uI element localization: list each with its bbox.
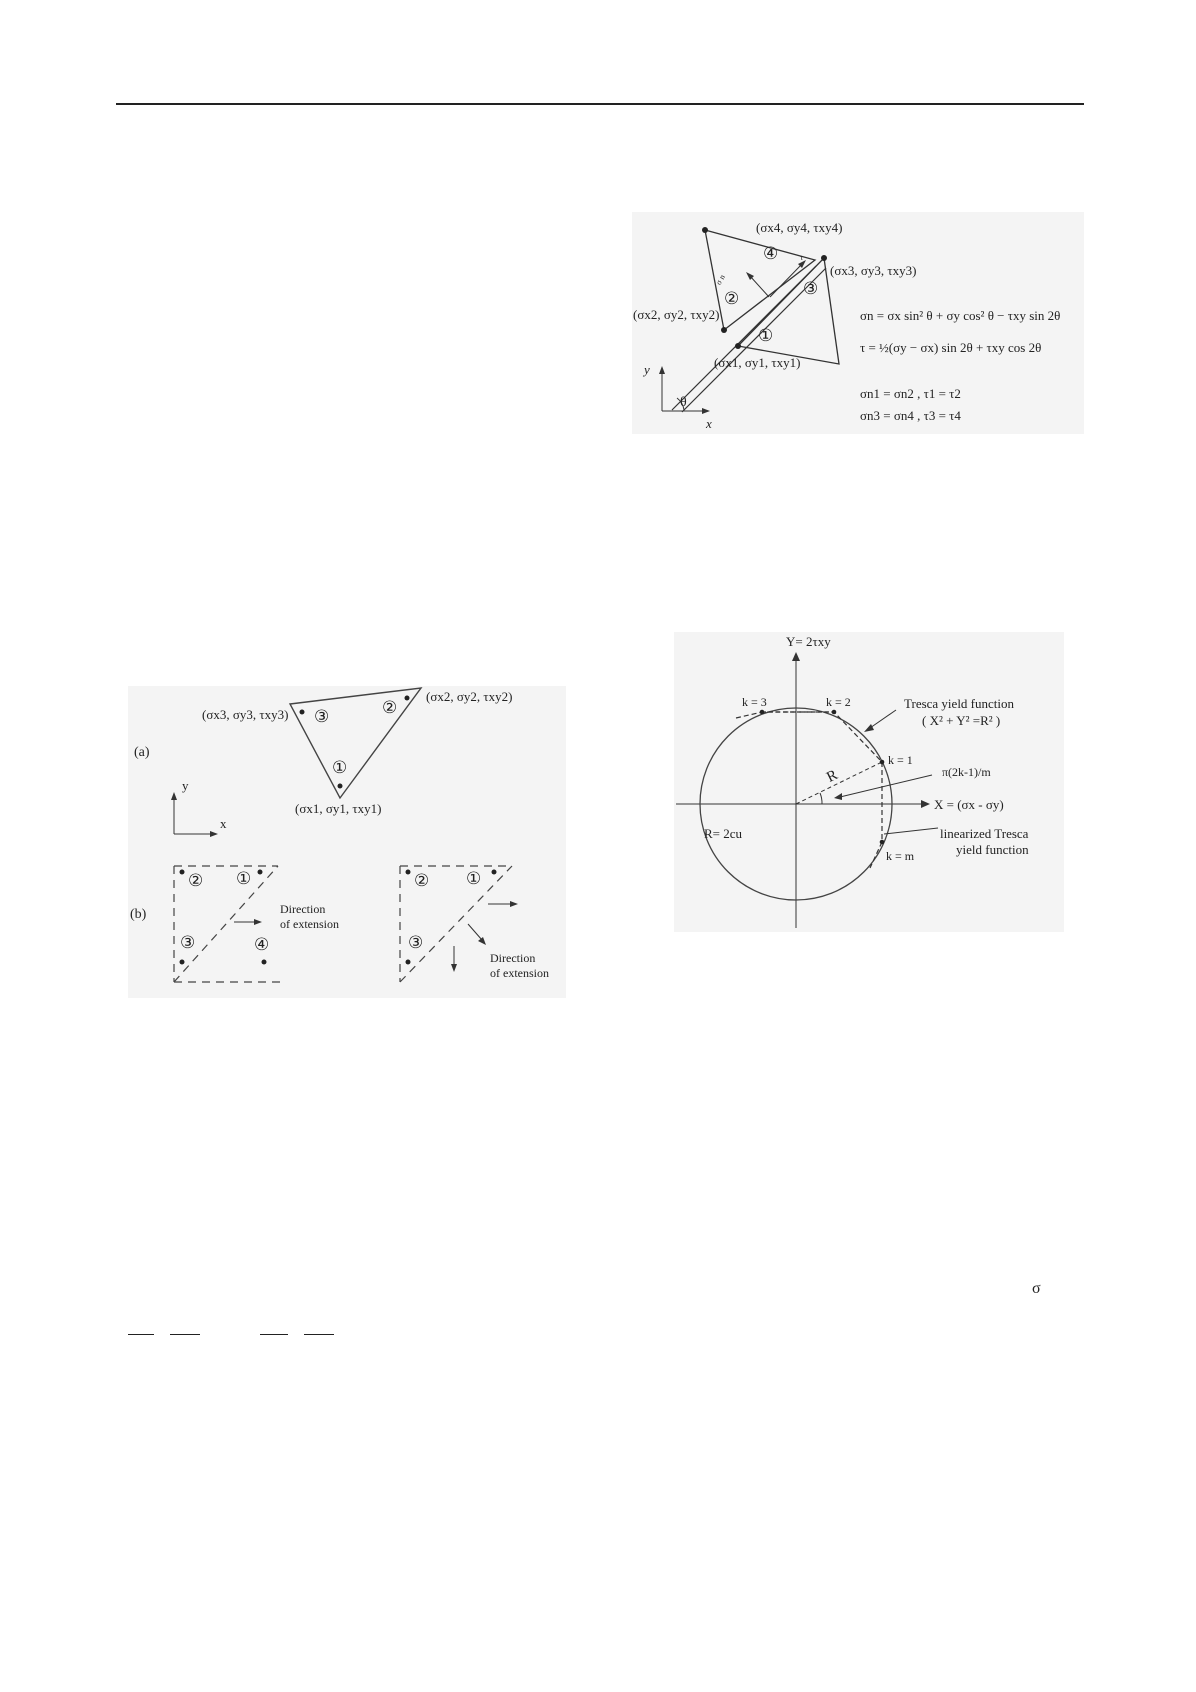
tresca-x-axis: X = (σx - σy) <box>934 797 1004 812</box>
equation-continuity-1: σn1 = σn2 , τ1 = τ2 <box>860 386 961 401</box>
theta-label: θ <box>680 395 687 410</box>
figure-triangle-element <box>128 686 566 998</box>
ext-left-node-4: ④ <box>254 935 270 954</box>
figure-interface-element <box>632 212 1084 434</box>
ext-left-node-3: ③ <box>180 933 196 952</box>
tri-stress-1: (σx1, σy1, τxy1) <box>295 801 382 816</box>
ext-right-extension: of extension <box>490 966 549 980</box>
node-dot <box>735 343 741 349</box>
node-label-1: ① <box>758 326 774 345</box>
tresca-y-axis: Y= 2τxy <box>786 634 831 649</box>
ext-left-node-1: ① <box>236 869 252 888</box>
stress-label-1: (σx1, σy1, τxy1) <box>714 355 801 370</box>
node-dot <box>821 255 827 261</box>
stress-label-4: (σx4, σy4, τxy4) <box>756 220 843 235</box>
tresca-angle: π(2k-1)/m <box>942 765 991 779</box>
tresca-radius: R <box>824 767 841 786</box>
stress-label-2: (σx2, σy2, τxy2) <box>633 307 720 322</box>
header-rule <box>116 103 1084 105</box>
ext-left-extension: of extension <box>280 917 339 931</box>
tresca-label-1: Tresca yield function <box>904 696 1014 711</box>
node-label-3: ③ <box>803 279 819 298</box>
tresca-k1: k = 1 <box>888 753 913 767</box>
ext-right-node-3: ③ <box>408 933 424 952</box>
stray-sigma: σ <box>1032 1280 1041 1297</box>
node-dot <box>702 227 708 233</box>
tresca-r-eq: R= 2cu <box>704 826 743 841</box>
node-label-4: ④ <box>763 244 779 263</box>
ext-right-direction: Direction <box>490 951 536 965</box>
ext-left-direction: Direction <box>280 902 326 916</box>
node-dot <box>721 327 727 333</box>
ext-right-node-1: ① <box>466 869 482 888</box>
equation-continuity-2: σn3 = σn4 , τ3 = τ4 <box>860 408 961 423</box>
panel-label-b: (b) <box>130 907 147 922</box>
fraction-bar <box>304 1334 334 1335</box>
tri-node-3: ③ <box>314 707 330 726</box>
sigma-n-label: σ n <box>713 273 727 287</box>
tri-axis-y: y <box>182 778 189 793</box>
ext-left-node-2: ② <box>188 871 204 890</box>
tau-label: τ <box>800 253 804 262</box>
equation-shear-stress: τ = ½(σy − σx) sin 2θ + τxy cos 2θ <box>860 340 1042 355</box>
tri-stress-2: (σx2, σy2, τxy2) <box>426 689 513 704</box>
tresca-km: k = m <box>886 849 915 863</box>
node-label-2: ② <box>724 289 740 308</box>
equation-normal-stress: σn = σx sin² θ + σy cos² θ − τxy sin 2θ <box>860 308 1061 323</box>
panel-label-a: (a) <box>134 745 150 760</box>
tri-node-2: ② <box>382 698 398 717</box>
fraction-bar <box>260 1334 288 1335</box>
tresca-label-2: ( X² + Y² =R² ) <box>922 713 1001 728</box>
fraction-bar <box>128 1334 154 1335</box>
stress-label-3: (σx3, σy3, τxy3) <box>830 263 917 278</box>
tresca-linearized-1: linearized Tresca <box>940 826 1029 841</box>
fraction-bar <box>170 1334 200 1335</box>
tresca-k3: k = 3 <box>742 695 767 709</box>
tri-stress-3: (σx3, σy3, τxy3) <box>202 707 289 722</box>
tresca-linearized-2: yield function <box>956 842 1029 857</box>
ext-right-node-2: ② <box>414 871 430 890</box>
tri-node-1: ① <box>332 758 348 777</box>
tri-axis-x: x <box>220 816 227 831</box>
axis-x-label: x <box>706 416 712 431</box>
tresca-k2: k = 2 <box>826 695 851 709</box>
axis-y-label: y <box>644 362 650 377</box>
figure-tresca-yield <box>674 632 1064 932</box>
